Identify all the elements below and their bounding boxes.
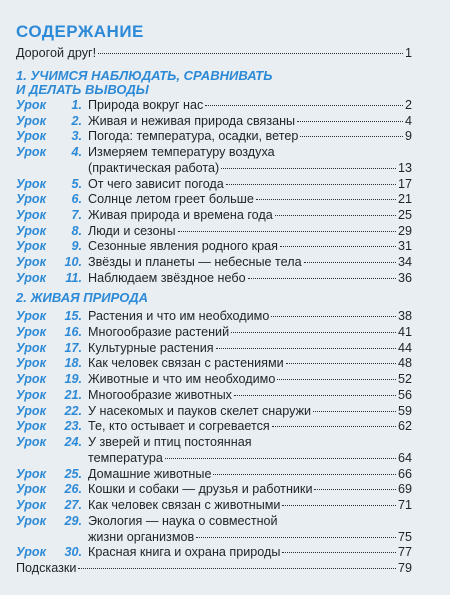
entry-text: Наблюдаем звёздное небо <box>88 270 246 285</box>
toc-entry-lesson[interactable] <box>16 271 412 286</box>
entry-text: Те, кто остывает и согревается <box>88 419 270 434</box>
entry-page: 36 <box>397 270 412 285</box>
entry-text: Солнце летом греет больше <box>88 192 254 207</box>
toc-entry-lesson[interactable] <box>16 514 412 529</box>
toc-entry-lesson[interactable] <box>16 404 412 419</box>
dot-leader <box>313 411 396 412</box>
toc-entry-lesson[interactable] <box>16 192 412 207</box>
entry-page: 71 <box>397 498 412 512</box>
lesson-word: Урок <box>16 223 46 238</box>
entry-text: Животные и что им необходимо <box>88 372 276 386</box>
dot-leader <box>221 168 396 169</box>
dot-leader <box>78 568 396 569</box>
lesson-number: 10. <box>64 255 82 269</box>
toc-entry-lesson[interactable] <box>16 498 412 513</box>
entry-page: 1 <box>404 46 412 60</box>
entry-text: Экология — наука о совместной <box>88 513 278 528</box>
entry-page: 59 <box>397 403 412 418</box>
toc-entry-lesson[interactable] <box>16 98 412 113</box>
dot-leader <box>196 537 396 538</box>
entry-text-cont: (практическая работа) <box>88 160 220 175</box>
dot-leader <box>297 121 403 122</box>
lesson-word: Урок <box>16 419 46 434</box>
section-heading-2: 2. ЖИВАЯ ПРИРОДА <box>16 290 148 305</box>
lesson-word: Урок <box>16 482 46 497</box>
lesson-word: Урок <box>16 98 46 112</box>
dot-leader <box>248 278 396 279</box>
entry-text: Погода: температура, осадки, ветер <box>88 129 299 144</box>
dot-leader <box>226 184 396 185</box>
entry-text: У насекомых и пауков скелет снаружи <box>88 403 312 418</box>
lesson-number: 16. <box>64 324 82 339</box>
dot-leader <box>280 246 396 247</box>
entry-text: От чего зависит погода <box>88 176 224 191</box>
lesson-number: 8. <box>71 223 82 238</box>
entry-text: Кошки и собаки — друзья и работники <box>88 482 313 497</box>
lesson-word: Урок <box>16 145 46 160</box>
entry-page: 79 <box>397 561 412 575</box>
entry-text: Измеряем температуру воздуха <box>88 145 275 160</box>
entry-text: Природа вокруг нас <box>88 98 204 112</box>
entry-page: 77 <box>397 545 412 560</box>
toc-entry-lesson[interactable] <box>16 435 412 450</box>
entry-page: 52 <box>397 372 412 386</box>
toc-entry-lesson[interactable] <box>16 356 412 371</box>
entry-page: 31 <box>397 239 412 254</box>
toc-entry-lesson[interactable] <box>16 129 412 144</box>
entry-page: 41 <box>397 324 412 339</box>
lesson-word: Урок <box>16 255 46 269</box>
entry-text: Многообразие растений <box>88 324 230 339</box>
entry-text: Растения и что им необходимо <box>88 309 270 323</box>
entry-text: Как человек связан с животными <box>88 498 281 512</box>
toc-entry-lesson[interactable] <box>16 341 412 356</box>
lesson-number: 5. <box>71 176 82 191</box>
dot-leader <box>304 262 396 263</box>
entry-page: 9 <box>404 129 412 144</box>
lesson-number: 6. <box>71 192 82 207</box>
lesson-word: Урок <box>16 387 46 402</box>
entry-text: Подсказки <box>16 561 77 575</box>
toc-entry-lesson[interactable] <box>16 177 412 192</box>
entry-text: Звёзды и планеты — небесные тела <box>88 255 302 269</box>
dot-leader <box>275 215 396 216</box>
lesson-number: 3. <box>71 129 82 144</box>
entry-page: 56 <box>397 387 412 402</box>
lesson-number: 27. <box>64 498 82 512</box>
toc-entry-lesson-cont[interactable] <box>88 451 412 466</box>
lesson-number: 7. <box>71 207 82 222</box>
toc-entry-lesson-cont[interactable] <box>88 161 412 176</box>
lesson-number: 18. <box>64 356 82 371</box>
section-heading-1-cont: И ДЕЛАТЬ ВЫВОДЫ <box>16 82 149 97</box>
entry-page: 44 <box>397 340 412 355</box>
toc-entry-intro[interactable] <box>16 46 412 61</box>
dot-leader <box>205 105 403 106</box>
lesson-number: 29. <box>64 513 82 528</box>
dot-leader <box>271 316 396 317</box>
lesson-word: Урок <box>16 324 46 339</box>
toc-entry-lesson[interactable] <box>16 545 412 560</box>
entry-page: 25 <box>397 207 412 222</box>
dot-leader <box>216 348 396 349</box>
entry-page: 75 <box>397 529 412 544</box>
dot-leader <box>272 426 396 427</box>
entry-text: Домашние животные <box>88 466 212 481</box>
entry-text: Сезонные явления родного края <box>88 239 279 254</box>
lesson-word: Урок <box>16 176 46 191</box>
entry-text: Красная книга и охрана природы <box>88 545 281 560</box>
lesson-word: Урок <box>16 372 46 386</box>
lesson-number: 21. <box>64 387 82 402</box>
toc-entry-lesson[interactable] <box>16 114 412 129</box>
dot-leader <box>286 363 396 364</box>
entry-page: 34 <box>397 255 412 269</box>
lesson-word: Урок <box>16 192 46 207</box>
lesson-number: 2. <box>71 113 82 128</box>
lesson-number: 4. <box>71 145 82 160</box>
toc-entry-lesson[interactable] <box>16 145 412 160</box>
section-heading-1: 1. УЧИМСЯ НАБЛЮДАТЬ, СРАВНИВАТЬ <box>16 68 273 83</box>
entry-page: 64 <box>397 450 412 465</box>
lesson-number: 9. <box>71 239 82 254</box>
entry-page: 66 <box>397 466 412 481</box>
dot-leader <box>256 199 396 200</box>
dot-leader <box>282 552 396 553</box>
entry-text-cont: жизни организмов <box>88 529 195 544</box>
lesson-number: 17. <box>64 340 82 355</box>
lesson-word: Урок <box>16 129 46 144</box>
entry-text: Как человек связан с растениями <box>88 356 284 371</box>
dot-leader <box>213 474 396 475</box>
lesson-number: 26. <box>64 482 82 497</box>
dot-leader <box>231 332 396 333</box>
dot-leader <box>277 379 396 380</box>
toc-entry-lesson[interactable] <box>16 224 412 239</box>
toc-entry-lesson[interactable] <box>16 239 412 254</box>
entry-page: 38 <box>397 309 412 323</box>
entry-page: 48 <box>397 356 412 371</box>
entry-text: У зверей и птиц постоянная <box>88 435 252 449</box>
lesson-number: 19. <box>64 372 82 386</box>
entry-text: Живая природа и времена года <box>88 207 273 222</box>
lesson-word: Урок <box>16 113 46 128</box>
entry-page: 62 <box>397 419 412 434</box>
entry-page: 13 <box>397 160 412 175</box>
dot-leader <box>314 489 396 490</box>
entry-text: Многообразие животных <box>88 387 232 402</box>
lesson-number: 1. <box>71 98 82 112</box>
lesson-number: 30. <box>64 545 82 560</box>
lesson-word: Урок <box>16 466 46 481</box>
lesson-word: Урок <box>16 356 46 371</box>
entry-page: 21 <box>397 192 412 207</box>
lesson-word: Урок <box>16 435 46 449</box>
toc-entry-lesson[interactable] <box>16 467 412 482</box>
entry-text: Культурные растения <box>88 340 214 355</box>
lesson-word: Урок <box>16 545 46 560</box>
lesson-word: Урок <box>16 270 46 285</box>
dot-leader <box>178 231 396 232</box>
lesson-number: 11. <box>65 270 82 285</box>
toc-entry-lesson-cont[interactable] <box>88 530 412 545</box>
entry-page: 69 <box>397 482 412 497</box>
entry-text-cont: температура <box>88 450 163 465</box>
lesson-word: Урок <box>16 403 46 418</box>
toc-entry-lesson[interactable] <box>16 309 412 324</box>
dot-leader <box>300 136 403 137</box>
page-title: СОДЕРЖАНИЕ <box>16 22 144 41</box>
toc-entry-lesson[interactable] <box>16 372 412 387</box>
entry-page: 2 <box>404 98 412 112</box>
lesson-number: 25. <box>64 466 82 481</box>
dot-leader <box>165 458 396 459</box>
dot-leader <box>98 53 403 54</box>
toc-entry-lesson[interactable] <box>16 388 412 403</box>
lesson-number: 15. <box>64 309 82 323</box>
lesson-number: 24. <box>64 435 82 449</box>
lesson-word: Урок <box>16 309 46 323</box>
entry-page: 17 <box>397 176 412 191</box>
entry-text: Живая и неживая природа связаны <box>88 113 296 128</box>
toc-entry-lesson[interactable] <box>16 482 412 497</box>
lesson-word: Урок <box>16 239 46 254</box>
toc-entry-lesson[interactable] <box>16 419 412 434</box>
lesson-number: 22. <box>64 403 82 418</box>
entry-text: Дорогой друг! <box>16 46 97 60</box>
entry-page: 4 <box>404 113 412 128</box>
lesson-number: 23. <box>64 419 82 434</box>
dot-leader <box>234 395 396 396</box>
toc-entry-lesson[interactable] <box>16 208 412 223</box>
toc-entry-hints[interactable] <box>16 561 412 576</box>
lesson-word: Урок <box>16 498 46 512</box>
entry-text: Люди и сезоны <box>88 223 176 238</box>
toc-entry-lesson[interactable] <box>16 255 412 270</box>
lesson-word: Урок <box>16 207 46 222</box>
lesson-word: Урок <box>16 340 46 355</box>
toc-entry-lesson[interactable] <box>16 325 412 340</box>
entry-page: 29 <box>397 223 412 238</box>
dot-leader <box>282 505 396 506</box>
lesson-word: Урок <box>16 513 46 528</box>
